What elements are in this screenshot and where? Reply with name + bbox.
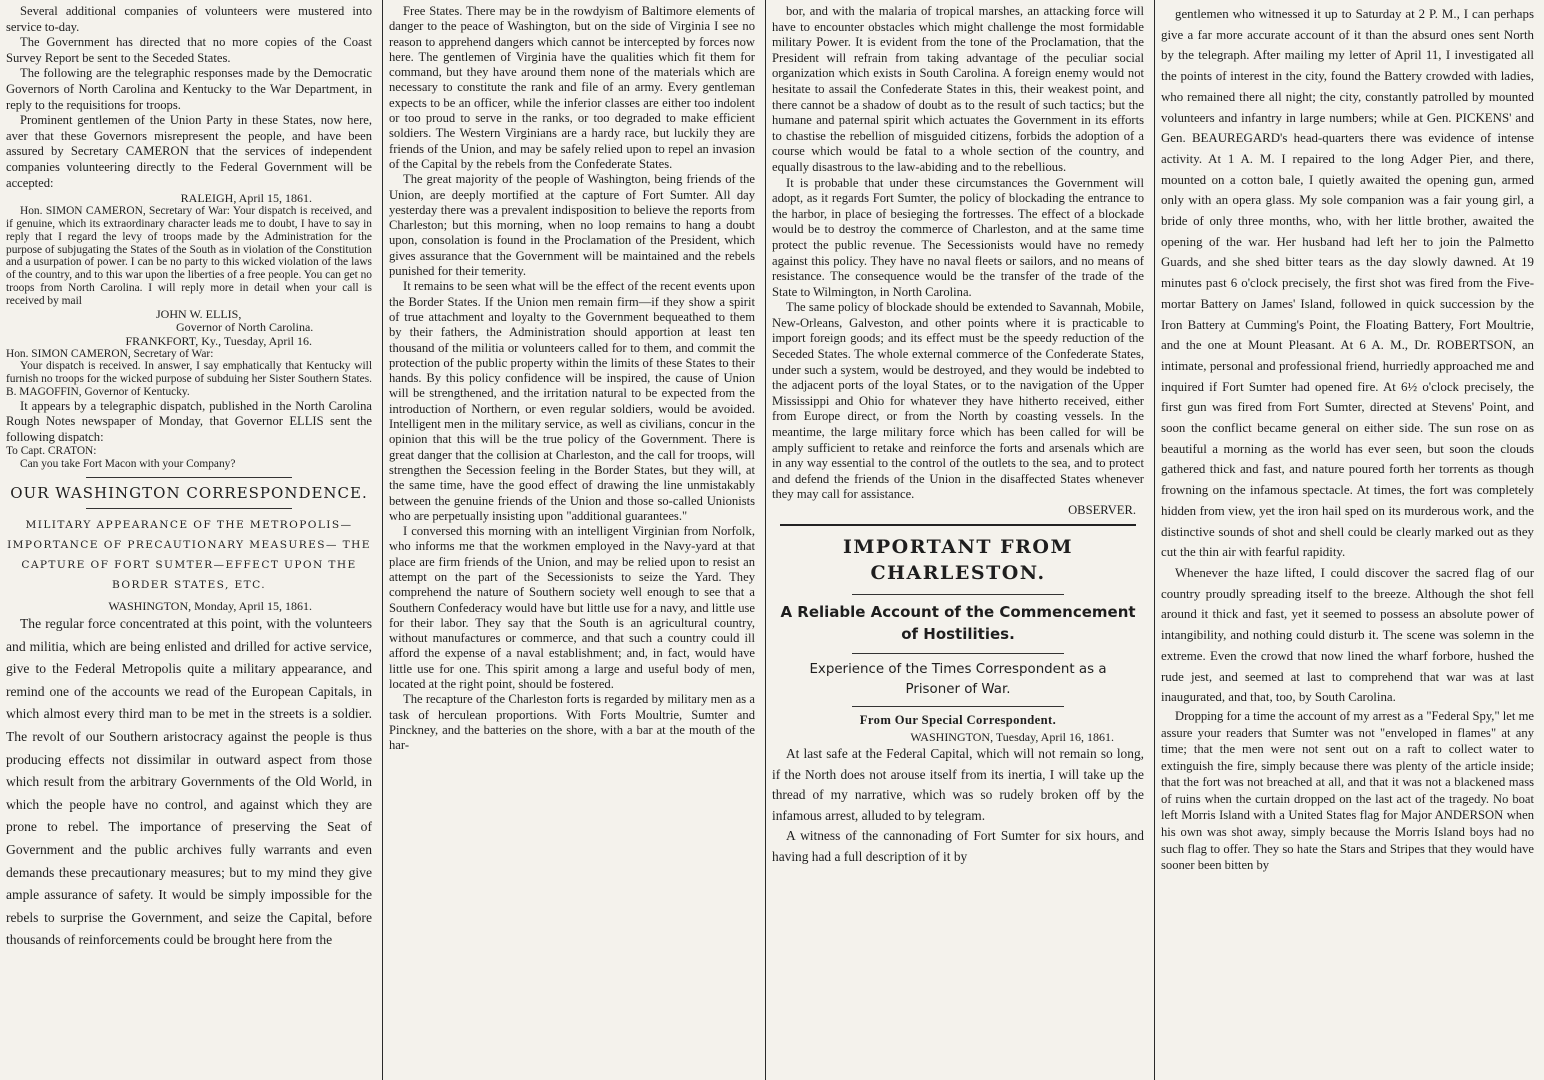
paragraph: It is probable that under these circumstances the Government will adopt, as it regards Fort Sumter, the policy of blockading the entrance to the harbor, in place of besieging the fortresses. The effect of a blockade would be to destroy the commerce of Charleston, and at the same time protect the public revenue. The Secessionists would have no remedy against this policy. They have no naval fleets or sailors, and no means of resistance. The consequence would be the transfer of the trade of the State to Wilmington, in North Carolina. xyxy=(772,175,1144,299)
paragraph: The recapture of the Charleston forts is regarded by military men as a task of herculean proportions. With Forts Moultrie, Sumter and Pinckney, and the batteries on the shore, with a bar at the mouth of the har- xyxy=(389,692,755,753)
byline: From Our Special Correspondent. xyxy=(859,713,1057,727)
deck-headline: A Reliable Account of the Commencement of Hostilities. xyxy=(780,603,1136,643)
signature-title: Governor of North Carolina. xyxy=(176,319,314,334)
divider xyxy=(780,524,1136,526)
paragraph: The same policy of blockade should be extended to Savannah, Mobile, New-Orleans, Galveston, and other points where it is practicable to import foreign goods; and its effect must be the speedy reduction of the Seceded States. The whole external commerce of the Confederate States, under such a system, would be destroyed, and they would be indebted to the adjacent ports of the loyal States, or to the navigation of the Upper Mississippi and Ohio for whatever they have hitherto received, either from Europe direct, or from the North by coasting vessels. In the meantime, the large military force which has been called for will be amply sufficient to retake and reinforce the forts and arsenals which are in any way essential to the control of the outlets to the sea, and to protect and defend the friends of the Union in the disaffected States whenever they may call for assistance. xyxy=(772,300,1144,502)
dateline: WASHINGTON, Monday, April 15, 1861. xyxy=(108,599,312,614)
deck-subheadline: Experience of the Times Correspondent as a Prisoner of War. xyxy=(809,662,1107,697)
subheadline xyxy=(6,515,372,595)
dateline: RALEIGH, April 15, 1861. xyxy=(180,191,312,206)
subheadline-part: MILITARY APPEARANCE OF THE METROPOLIS—IMPORTANCE OF PRECAUTIONARY MEASURES— xyxy=(7,519,353,552)
paragraph: Whenever the haze lifted, I could discover the sacred flag of our country proudly spreading itself to the breeze. Although the shot fell around it thick and fast, yet it seemed to possess an absolute power of intangibility, and nothing could disturb it. The scene was solemn in the extreme. Even the crowd that now lined the wharf forbore, hushed the rude jest, and seemed at last to comprehend that war was at last inaugurated, and that, too, by South Carolina. xyxy=(1161,565,1534,705)
divider xyxy=(852,653,1064,654)
divider xyxy=(86,508,292,509)
paragraph: It appears by a telegraphic dispatch, published in the North Carolina Rough Notes newspaper of Monday, that Governor ELLIS sent the following dispatch: xyxy=(6,398,372,444)
paragraph: A witness of the cannonading of Fort Sumter for six hours, and having had a full description of it by xyxy=(772,828,1144,864)
paragraph: I conversed this morning with an intelligent Virginian from Norfolk, who informs me that the workmen employed in the Navy-yard at that place are firm friends of the Union, and may be relied upon to resist an attempt on the part of the Secessionists to seize the Yard. They comprehend the nature of Southern society well enough to see that a Southern Confederacy would have but little use for a navy, and little use for their labor. They say that the South is an agricultural country, without manufactures or commerce, and that such a country could ill afford the expense of a naval establishment; and, in fact, would have little use for one. This spirit among a large and useful body of men, located at the right point, should be fostered. xyxy=(389,524,755,692)
column-4 xyxy=(1155,0,1544,1080)
paragraph: bor, and with the malaria of tropical marshes, an attacking force will have to encounter obstacles which might challenge the most formidable military Power. It is evident from the tone of the Proclamation, that the President will refrain from taking advantage of the peculiar social organization which exists in South Carolina. A foreign enemy would not hesitate to assail the Confederate States in this, their weakest point, and there cannot be a shadow of doubt as to the result of such tactics; but the humane and paternal spirit which actuates the Government in its efforts to chastise the rebellion of misguided citizens, forbids the adoption of a course which would be fatal to a whole section of the country, and equally disastrous to the law-abiding and to the rebellious. xyxy=(772,4,1144,174)
section-headline: OUR WASHINGTON CORRESPONDENCE. xyxy=(10,484,368,503)
column-3 xyxy=(766,0,1155,1080)
divider xyxy=(86,477,292,478)
paragraph: Free States. There may be in the rowdyism of Baltimore elements of danger to the peace of Washington, but on the side of Virginia I see no reason to apprehend dangers which cannot be intercepted by forces now here. The gentlemen of Virginia have the qualities which fit them for command, but they have around them none of the materials which are necessary to constitute the rank and file of an army. Every gentleman expects to be an officer, while the inferior classes are either too indolent or too proud to serve in the ranks, or too degraded to make efficient soldiers. The Western Virginians are a hardy race, but luckily they are friends of the Union, and may be safely relied upon to repel an invasion of the Capital by the rebels from the Confederate States. xyxy=(389,4,755,171)
paragraph: At last safe at the Federal Capital, which will not remain so long, if the North does not arouse itself from its inertia, I will take up the thread of my narrative, which was so rudely broken off by the infamous arrest, alluded to by telegram. xyxy=(772,746,1144,823)
signature: OBSERVER. xyxy=(1068,503,1136,517)
divider xyxy=(852,594,1064,595)
letter: Hon. SIMON CAMERON, Secretary of War: Your dispatch is received, and if genuine, which its extraordinary character leads me to doubt, I have to say in reply that I regard the levy of troops made by the Administration for the purpose of subjugating the States of the South as in violation of the Constitution and a usurpation of power. I can be no party to this wicked violation of the laws of the country, and to this war upon the liberties of a free people. You can get no troops from North Carolina. I will reply more in detail when your call is received by mail xyxy=(6,205,372,307)
main-headline: IMPORTANT FROM CHARLESTON. xyxy=(842,536,1074,584)
dateline: FRANKFORT, Ky., Tuesday, April 16. xyxy=(125,333,312,348)
paragraph: The Government has directed that no more copies of the Coast Survey Report be sent to the Seceded States. xyxy=(6,35,372,65)
letter: Your dispatch is received. In answer, I say emphatically that Kentucky will furnish no troops for the wicked purpose of subduing her Sister Southern States. B. MAGOFFIN, Governor of Kentucky. xyxy=(6,360,372,398)
letter: Can you take Fort Macon with your Company? xyxy=(20,458,236,471)
paragraph: Prominent gentlemen of the Union Party in these States, now here, aver that these Governors misrepresent the people, and have been assured by Secretary CAMERON that the services of independent companies volunteering directly to the Federal Government will be accepted: xyxy=(6,113,372,190)
paragraph: The regular force concentrated at this point, with the volunteers and militia, which are being enlisted and drilled for active service, give to the Federal Metropolis quite a military appearance, and remind one of the accounts we read of the European Capitals, in which almost every third man to be met in the streets is a soldier. The revolt of our Southern aristocracy against the people is thus producing effects not dissimilar in outward aspect from those which result from the arbitrary Governments of the Old World, in which the people have no control, and against which they are prone to rebel. The importance of preserving the Seat of Government and the public archives fully warrants and even demands these precautionary measures; but to my mind they give ample assurance of safety. It would be simply impossible for the rebels to surprise the Government, and seize the Capital, before thousands of reinforcements could be brought here from the xyxy=(6,616,372,948)
column-2 xyxy=(383,0,766,1080)
divider xyxy=(852,706,1064,707)
paragraph: The great majority of the people of Washington, being friends of the Union, are deeply mortified at the capture of Fort Sumter. All day yesterday there was a prevalent indisposition to believe the reports from Charleston; but this morning, when no loop remains to hang a doubt upon, consolation is found in the Proclamation of the President, which gives assurance that the Government will be maintained and the rebels punished for their temerity. xyxy=(389,172,755,279)
signature-name: JOHN W. ELLIS, xyxy=(156,306,242,321)
paragraph: Dropping for a time the account of my arrest as a "Federal Spy," let me assure your readers that Sumter was not "enveloped in flames" at any time; that the men were not sent out on a raft to collect water to extinguish the fire, simply because there was plenty of the article inside; that the fort was not breached at all, and that it was not a blackened mass of ruins when the curtain dropped on the last act of the tragedy. No boat left Morris Island with a United States flag for Major ANDERSON when his own was shot away, simply because the Morris Island boys had no such flag to offer. They so hate the Stars and Stripes that they would have sooner been bitten by xyxy=(1161,708,1534,873)
paragraph: gentlemen who witnessed it up to Saturday at 2 P. M., I can perhaps give a far more accurate account of it than the absurd ones sent North by the telegraph. After mailing my letter of April 11, I investigated all the points of interest in the city, found the Battery crowded with ladies, who remained there all night; the city, constantly patrolled by mounted volunteers and infantry in large numbers; while at Gen. PICKENS' and Gen. BEAUREGARD's head-quarters there was evidence of intense activity. At 1 A. M. I repaired to the long Adger Pier, and there, mounted on a cotton bale, I quietly awaited the opening gun, armed only with an opera glass. My sole companion was a fair young girl, a bride of only three months, who, with her little brother, awaited the opening of the war. Her husband had left her to join the Palmetto Guards, and she shed bitter tears as the day slowly dawned. At 19 minutes past 6 o'clock precisely, the first shot was fired from the Five-mortar Battery on James' Island, followed in quick succession by the Iron Battery at Cumming's Point, the Floating Battery, Fort Moultrie, and the one at Mount Pleasant. At 6 A. M., Dr. ROBERTSON, an intimate, personal and professional friend, hurriedly approached me and inquired if Fort Sumter had opened fire. At 6½ o'clock precisely, the first gun was fired from Fort Sumter, directed at Stevens' Point, and soon the conflict became general on either side. The sun rose on as beautiful a morning as the world has ever seen, but soon the clouds gathered thick and fast, and nature poured forth her torrents as though frowning on the infamous spectacle. At times, the fort was completely hidden from view, yet the iron hail sped on its murderous work, and the distinctive sounds of shot and shell could be clearly marked out as they cut the thin air with fearful rapidity. xyxy=(1161,7,1534,560)
paragraph: It remains to be seen what will be the effect of the recent events upon the Border States. If the Union men remain firm—if they show a spirit of true attachment and loyalty to the Government bequeathed to them by their fathers, the Administration should apportion at least ten thousand of the militia or volunteers called for to them, and commit the protection of the public property within the limits of these States to their hands. By this policy confidence will be inspired, the cause of Union will be strengthened, and the irritation natural to be expected from the introduction of Northern, or even regular soldiers, would be avoided. Intelligent men in the military service, as well as civilians, concur in the opinion that this will be the true policy of the Government. There is great danger that the collision at Charleston, and the call for troops, will strengthen the Secession feeling in the Border States, but they will, at the same time, have the good effect of drawing the line unmistakably between the genuine friends of the Union and those so-called Unionists who are perpetually insisting upon "additional guarantees." xyxy=(389,279,755,523)
paragraph: Several additional companies of volunteers were mustered into service to-day. xyxy=(6,4,372,34)
column-1 xyxy=(0,0,383,1080)
paragraph: The following are the telegraphic responses made by the Democratic Governors of North Carolina and Kentucky to the War Department, in reply to the requisitions for troops. xyxy=(6,66,372,112)
letter-salutation: Hon. SIMON CAMERON, Secretary of War: xyxy=(6,347,214,360)
subheadline-part: THE CAPTURE OF FORT SUMTER—EFFECT UPON THE BORDER STATES, ETC. xyxy=(21,539,371,592)
letter-salutation: To Capt. CRATON: xyxy=(6,445,97,458)
dateline: WASHINGTON, Tuesday, April 16, 1861. xyxy=(910,730,1114,744)
